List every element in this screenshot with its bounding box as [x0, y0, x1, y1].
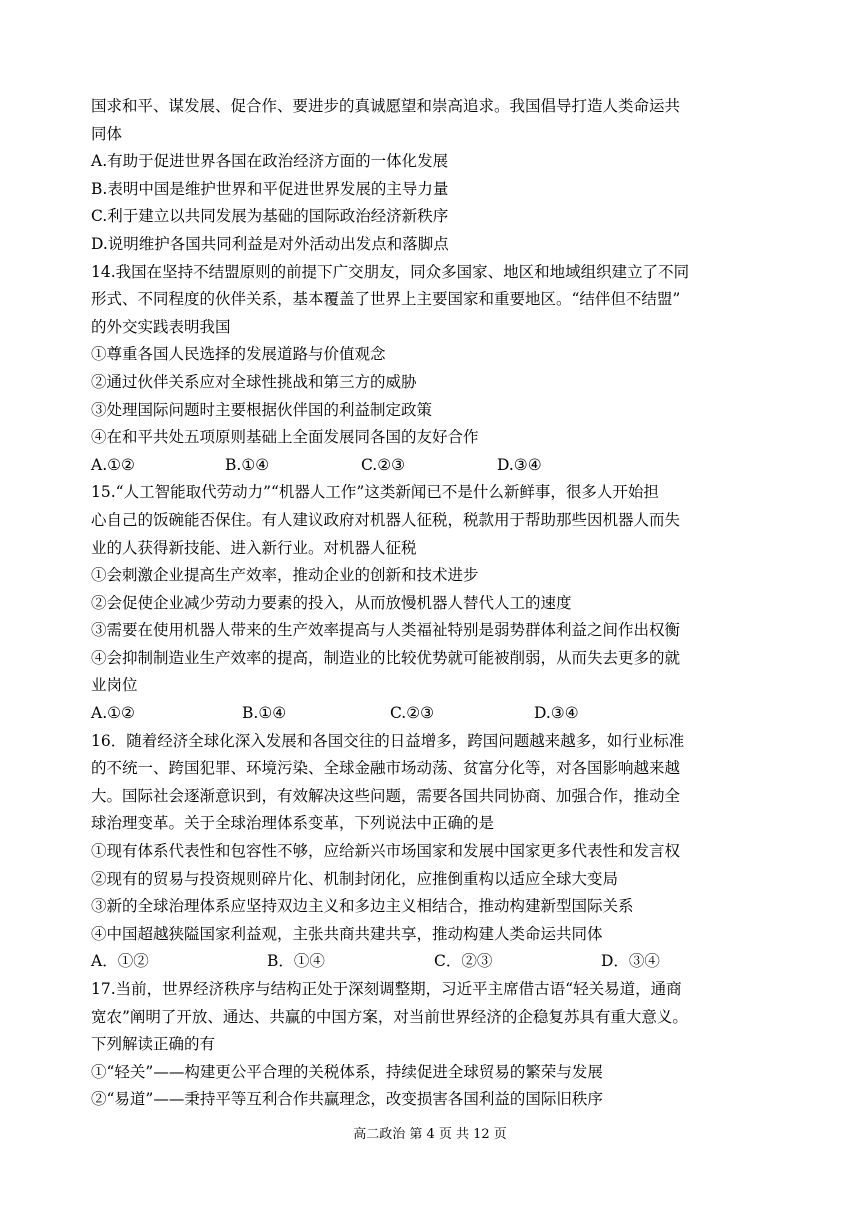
- choice-c: C．②③: [434, 952, 493, 971]
- exam-page: [91, 93, 781, 1114]
- question-17: [91, 976, 781, 1114]
- stem-line: 大。国际社会逐渐意识到，有效解决这些问题，需要各国共同协商、加强合作，推动全: [91, 786, 681, 805]
- option-d: D.说明维护各国共同利益是对外活动出发点和落脚点: [91, 234, 449, 253]
- statement-item: ④会抑制制造业生产效率的提高，制造业的比较优势就可能被削弱，从而失去更多的就: [91, 648, 681, 667]
- statement-item: ③处理国际问题时主要根据伙伴国的利益制定政策: [91, 400, 433, 419]
- statement-item: ②通过伙伴关系应对全球性挑战和第三方的威胁: [91, 372, 417, 391]
- stem-line: 的外交实践表明我国: [91, 317, 231, 336]
- option-b: B.表明中国是维护世界和平促进世界发展的主导力量: [91, 179, 449, 198]
- page-footer: 高二政治 第 4 页 共 12 页: [353, 1127, 507, 1142]
- statement-item: ④中国超越狭隘国家利益观，主张共商共建共享，推动构建人类命运共同体: [91, 924, 603, 943]
- stem-line: 同体: [91, 124, 123, 143]
- option-c: C.利于建立以共同发展为基础的国际政治经济新秩序: [91, 207, 449, 226]
- choice-d: D．③④: [601, 952, 660, 971]
- question-16: [91, 728, 781, 976]
- statement-item: ②现有的贸易与投资规则碎片化、机制封闭化，应推倒重构以适应全球大变局: [91, 869, 619, 888]
- stem-line: 下列解读正确的有: [91, 1035, 216, 1054]
- statement-item: ①“轻关”——构建更公平合理的关税体系，持续促进全球贸易的繁荣与发展: [91, 1062, 603, 1081]
- stem-line: 形式、不同程度的伙伴关系，基本覆盖了世界上主要国家和重要地区。“结伴但不结盟”: [91, 290, 681, 309]
- question-13-continuation: [91, 93, 781, 259]
- choice-a: A.①②: [91, 704, 135, 723]
- stem-line: 球治理变革。关于全球治理体系变革，下列说法中正确的是: [91, 814, 495, 833]
- stem-line: 17.当前，世界经济秩序与结构正处于深刻调整期，习近平主席借古语“轻关易道，通商: [91, 980, 682, 998]
- stem-line: 心自己的饭碗能否保住。有人建议政府对机器人征税，税款用于帮助那些因机器人而失: [91, 510, 681, 529]
- choice-a: A．①②: [91, 952, 149, 971]
- statement-item: ①会刺激企业提高生产效率，推动企业的创新和技术进步: [91, 566, 479, 585]
- choice-d: D.③④: [534, 704, 579, 723]
- statement-item: ②会促使企业减少劳动力要素的投入，从而放慢机器人替代人工的速度: [91, 593, 572, 612]
- statement-item: ④在和平共处五项原则基础上全面发展同各国的友好合作: [91, 428, 479, 447]
- answer-choices: [91, 948, 781, 976]
- statement-item: ①现有体系代表性和包容性不够，应给新兴市场国家和发展中国家更多代表性和发言权: [91, 842, 681, 861]
- choice-b: B.①④: [225, 455, 270, 474]
- stem-line: 国求和平、谋发展、促合作、要进步的真诚愿望和崇高追求。我国倡导打造人类命运共: [91, 97, 681, 115]
- answer-choices: [91, 452, 781, 480]
- statement-item: ③新的全球治理体系应坚持双边主义和多边主义相结合，推动构建新型国际关系: [91, 897, 634, 916]
- choice-b: B.①④: [242, 704, 287, 723]
- choice-b: B．①④: [267, 952, 325, 971]
- statement-item: ③需要在使用机器人带来的生产效率提高与人类福祉特别是弱势群体利益之间作出权衡: [91, 621, 681, 640]
- stem-line: 16．随着经济全球化深入发展和各国交往的日益增多，跨国问题越来越多，如行业标准: [91, 731, 685, 750]
- answer-choices: [91, 700, 781, 728]
- stem-line: 宽农”阐明了开放、通达、共赢的中国方案，对当前世界经济的企稳复苏具有重大意义。: [91, 1007, 688, 1026]
- stem-line: 业的人获得新技能、进入新行业。对机器人征税: [91, 538, 417, 557]
- option-a: A.有助于促进世界各国在政治经济方面的一体化发展: [91, 152, 449, 171]
- stem-line: 15.“人工智能取代劳动力”“机器人工作”这类新闻已不是什么新鲜事，很多人开始担: [91, 483, 659, 502]
- statement-item: ①尊重各国人民选择的发展道路与价值观念: [91, 345, 386, 364]
- question-15: [91, 479, 781, 727]
- choice-d: D.③④: [497, 455, 542, 474]
- statement-item: ②“易道”——秉持平等互利合作共赢理念，改变损害各国利益的国际旧秩序: [91, 1090, 603, 1109]
- statement-item: 业岗位: [91, 676, 138, 695]
- choice-c: C.②③: [390, 704, 435, 723]
- question-14: [91, 259, 781, 480]
- choice-a: A.①②: [91, 455, 135, 474]
- stem-line: 的不统一、跨国犯罪、环境污染、全球金融市场动荡、贫富分化等，对各国影响越来越: [91, 759, 681, 778]
- stem-line: 14.我国在坚持不结盟原则的前提下广交朋友，同众多国家、地区和地域组织建立了不同: [91, 262, 690, 281]
- choice-c: C.②③: [361, 455, 406, 474]
